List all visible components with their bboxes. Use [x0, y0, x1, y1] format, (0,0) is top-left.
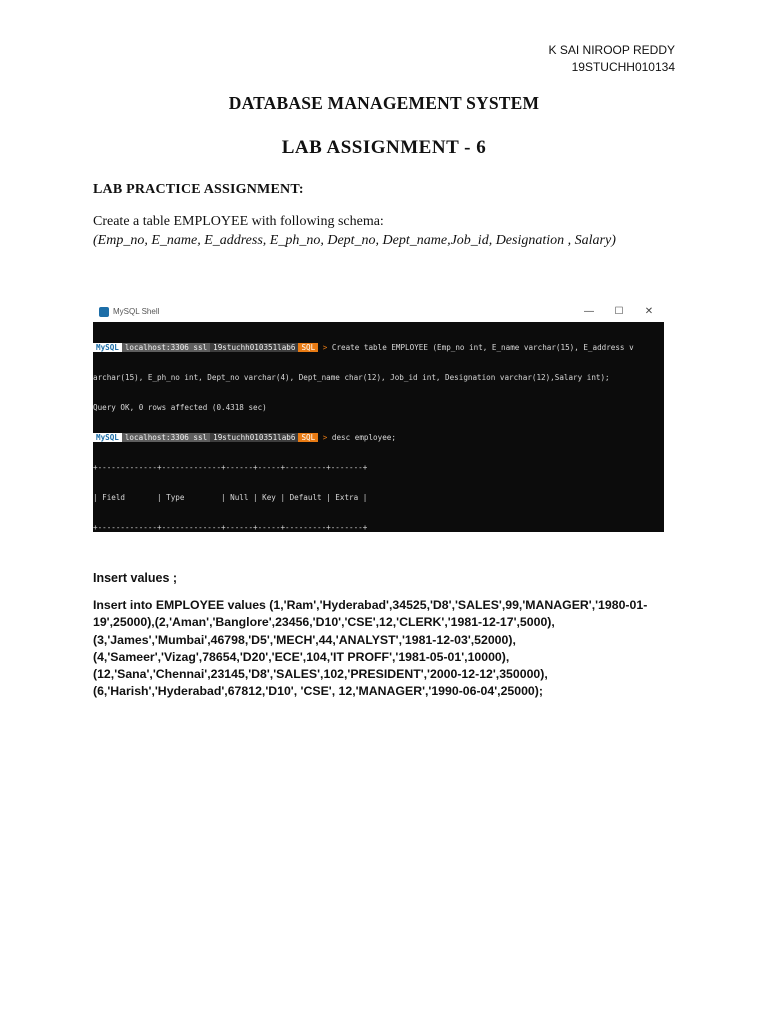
insert-line: (12,'Sana','Chennai',23145,'D8','SALES',102,'PRESIDENT','2000-12-12',350000), [93, 667, 548, 682]
minimize-button[interactable]: — [584, 306, 594, 317]
insert-statement [93, 597, 678, 701]
prompt-product: MySQL [93, 343, 122, 352]
prompt-mode: SQL [298, 343, 318, 352]
maximize-button[interactable]: ☐ [614, 306, 624, 317]
window-titlebar [93, 302, 664, 322]
insert-line: (6,'Harish','Hyderabad',67812,'D10', 'CSE', 12,'MANAGER','1990-06-04',25000); [93, 684, 543, 699]
prompt-database: 19stuchh010351lab6 [210, 433, 298, 442]
prompt-host: localhost:3306 ssl [122, 433, 210, 442]
window-controls [574, 302, 664, 322]
roll-number: 19STUCHH010134 [571, 60, 675, 74]
window-title: MySQL Shell [113, 307, 160, 316]
insert-line: 19',25000),(2,'Aman','Banglore',23456,'D10','CSE',12,'CLERK','1981-12-17',5000), [93, 615, 555, 630]
prompt-arrow: > [322, 433, 328, 442]
command-continuation: archar(15), E_ph_no int, Dept_no varchar(4), Dept_name char(12), Job_id int, Designation varchar(12),Salary int); [93, 373, 610, 382]
prompt-line [93, 433, 664, 443]
prompt-mode: SQL [298, 433, 318, 442]
schema-text: (Emp_no, E_name, E_address, E_ph_no, Dept_no, Dept_name,Job_id, Designation , Salary) [93, 233, 616, 248]
author-block [549, 42, 675, 76]
section-heading: LAB PRACTICE ASSIGNMENT: [93, 182, 304, 197]
command-desc: desc employee; [327, 433, 396, 442]
mysql-dolphin-icon [99, 307, 109, 317]
author-name: K SAI NIROOP REDDY [548, 43, 675, 57]
console-output[interactable] [93, 322, 664, 532]
prompt-arrow: > [322, 343, 328, 352]
mysql-shell-window [93, 302, 664, 532]
insert-line: (3,'James','Mumbai',46798,'D5','MECH',44,'ANALYST','1981-12-03',52000), [93, 632, 516, 647]
table-border: +-------------+-------------+------+-----+---------+-------+ [93, 463, 368, 472]
instruction-text: Create a table EMPLOYEE with following schema: [93, 214, 384, 229]
prompt-host: localhost:3306 ssl [122, 343, 210, 352]
close-button[interactable]: ✕ [644, 306, 654, 317]
course-title: DATABASE MANAGEMENT SYSTEM [228, 93, 540, 113]
assignment-title: LAB ASSIGNMENT - 6 [281, 137, 487, 158]
prompt-database: 19stuchh010351lab6 [210, 343, 298, 352]
insert-line: (4,'Sameer','Vizag',78654,'D20','ECE',104,'IT PROFF','1981-05-01',10000), [93, 649, 510, 664]
prompt-product: MySQL [93, 433, 122, 442]
table-border: +-------------+-------------+------+-----+---------+-------+ [93, 523, 368, 532]
prompt-line [93, 343, 664, 353]
table-header-row: | Field | Type | Null | Key | Default | Extra | [93, 493, 368, 502]
insert-line: Insert into EMPLOYEE values (1,'Ram','Hyderabad',34525,'D8','SALES',99,'MANAGER','1980-01- [93, 598, 648, 612]
insert-label: Insert values ; [93, 571, 178, 585]
command-create-table: Create table EMPLOYEE (Emp_no int, E_name varchar(15), E_address v [327, 343, 634, 352]
query-result: Query OK, 0 rows affected (0.4318 sec) [93, 403, 267, 412]
